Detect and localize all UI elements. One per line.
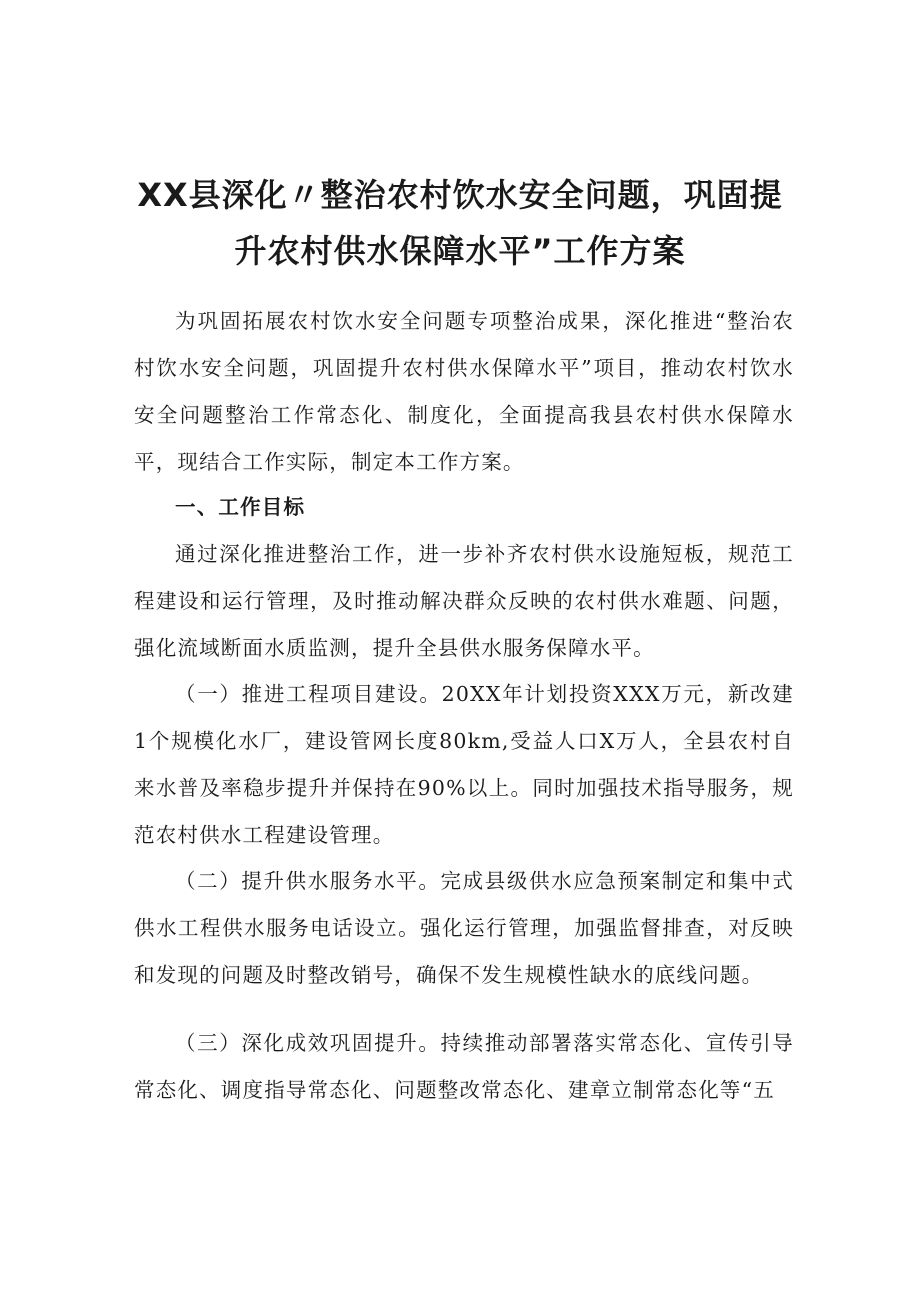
section-heading-work-goals: 一、工作目标: [175, 495, 306, 519]
subsection-1-paragraph: （一）推进工程项目建设。20XX年计划投资XXX万元，新改建1个规模化水厂，建设管网长度80km,受益人口X万人，全县农村自来水普及率稳步提升并保持在90%以上。同时加强技术指导服务，规范农村供水工程建设管理。: [134, 682, 794, 847]
document-title-line-1: XX县深化〃整治农村饮水安全问题，巩固提: [137, 176, 783, 214]
intro-paragraph: 为巩固拓展农村饮水安全问题专项整治成果，深化推进“整治农村饮水安全问题，巩固提升农村供水保障水平”项目，推动农村饮水安全问题整治工作常态化、制度化，全面提高我县农村供水保障水平，现结合工作实际，制定本工作方案。: [134, 309, 794, 474]
work-goals-paragraph: 通过深化推进整治工作，进一步补齐农村供水设施短板，规范工程建设和运行管理，及时推动解决群众反映的农村供水难题、问题，强化流域断面水质监测，提升全县供水服务保障水平。: [134, 542, 794, 660]
subsection-3-paragraph: （三）深化成效巩固提升。持续推动部署落实常态化、宣传引导常态化、调度指导常态化、问题整改常态化、建章立制常态化等“五: [134, 1031, 794, 1102]
document-title-line-2: 升农村供水保障水平”工作方案: [234, 232, 686, 270]
subsection-2-paragraph: （二）提升供水服务水平。完成县级供水应急预案制定和集中式供水工程供水服务电话设立。强化运行管理，加强监督排查，对反映和发现的问题及时整改销号，确保不发生规模性缺水的底线问题。: [134, 869, 794, 987]
